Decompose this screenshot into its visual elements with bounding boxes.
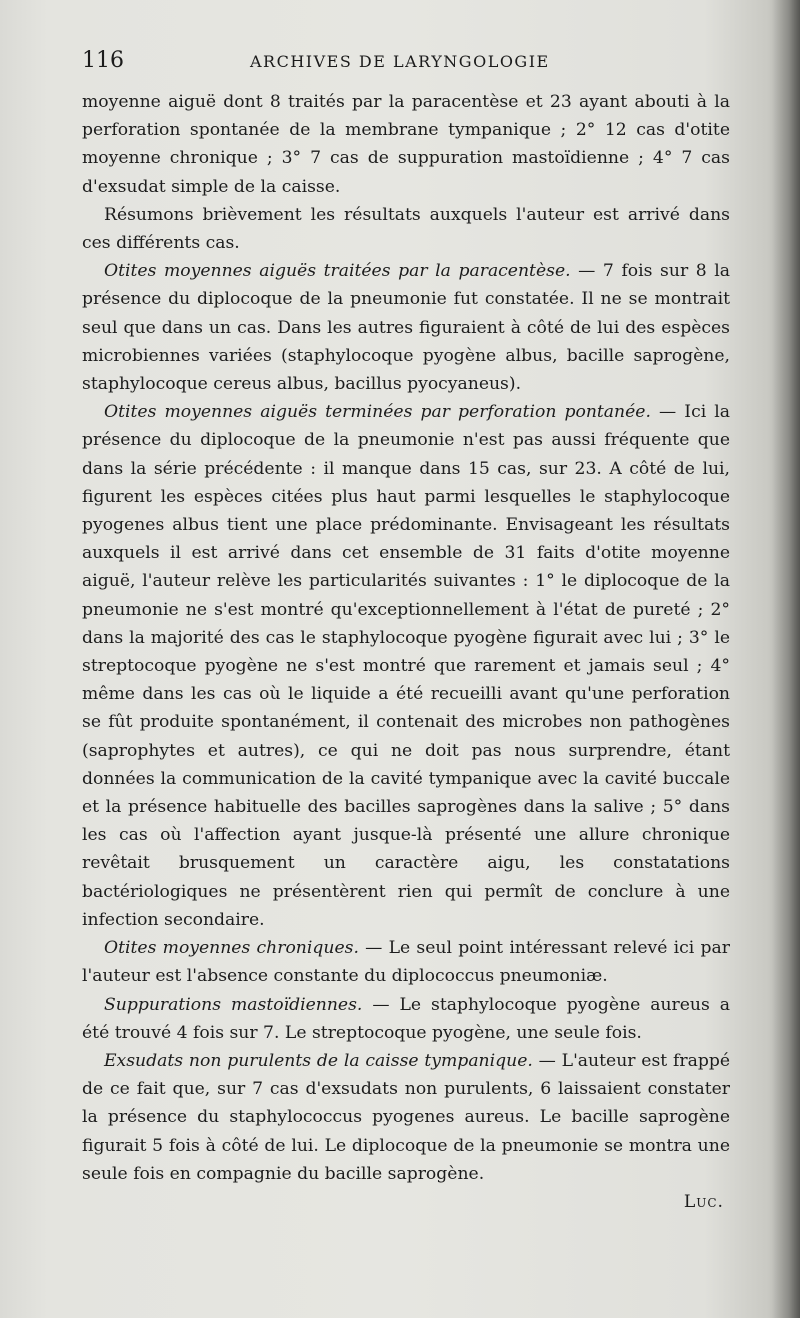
paragraph-case-list: moyenne aiguë dont 8 traités par la paracentèse et 23 ayant abouti à la perforation spontanée de la membrane tympanique ; 2° 12 cas d'otite moyenne chronique ; 3° 7 cas de suppuration mastoïdienne ; 4° 7 cas d'exsudat simple de la caisse. bbox=[82, 92, 730, 197]
section-heading: Exsudats non purulents de la caisse tympanique. bbox=[104, 1050, 533, 1071]
paragraph-acute-perforation: Otites moyennes aiguës terminées par perforation pontanée. — Ici la présence du diplocoque de la pneumonie n'est pas aussi fréquente que dans la série précédente : il manque dans 15 cas, sur 23. A côté de lui, figurent les espèces citées plus haut parmi lesquelles le staphylocoque pyogenes albus tient une place prédominante. Envisageant les résultats auxquels il est arrivé dans cet ensemble de 31 faits d'otite moyenne aiguë, l'auteur relève les particularités suivantes : 1° le diplocoque de la pneumonie ne s'est montré qu'exceptionnellement à l'état de pureté ; 2° dans la majorité des cas le staphylocoque pyogène figurait avec lui ; 3° le streptocoque pyogène ne s'est montré que rarement et jamais seul ; 4° même dans les cas où le liquide a été recueilli avant qu'une perforation se fût produite spontanément, il contenait des microbes non pathogènes (saprophytes et autres), ce qui ne doit pas nous surprendre, étant données la communication de la cavité tympanique avec la cavité buccale et la présence habituelle des bacilles saprogènes dans la salive ; 5° dans les cas où l'affection ayant jusque-là présenté une allure chronique revêtait brusquement un caractère aigu, les constatations bactériologiques ne présentèrent rien qui permît de conclure à une infection secondaire. bbox=[82, 402, 731, 930]
paragraph-non-purulent-exudates: Exsudats non purulents de la caisse tympanique. — L'auteur est frappé de ce fait que, sur 7 cas d'exsudats non purulents, 6 laissaient constater la présence du staphylococcus pyogenes aureus. Le bacille saprogène figurait 5 fois à côté de lui. Le diplocoque de la pneumonie se montra une seule fois en compagnie du bacille saprogène. bbox=[82, 1050, 731, 1184]
page-edge-shadow bbox=[772, 0, 800, 1318]
running-title: ARCHIVES DE LARYNGOLOGIE bbox=[250, 52, 550, 71]
article-body bbox=[82, 88, 730, 1216]
paragraph-mastoid-suppuration: Suppurations mastoïdiennes. — Le staphylocoque pyogène aureus a été trouvé 4 fois sur 7. Le streptocoque pyogène, une seule fois. bbox=[82, 994, 730, 1043]
page-number: 116 bbox=[82, 48, 124, 73]
section-heading: Otites moyennes chroniques. bbox=[104, 938, 359, 959]
paragraph-summary-intro: Résumons brièvement les résultats auxquels l'auteur est arrivé dans ces différents cas. bbox=[82, 204, 730, 254]
paragraph-acute-paracentesis: Otites moyennes aiguës traitées par la paracentèse. — 7 fois sur 8 la présence du diplocoque de la pneumonie fut constatée. Il ne se montrait seul que dans un cas. Dans les autres figuraient à côté de lui des espèces microbiennes variées (staphylocoque pyogène albus, bacille saprogène, staphylocoque cereus albus, bacillus pyocyaneus). bbox=[82, 261, 730, 395]
author-signature: Luc. bbox=[683, 1191, 724, 1212]
page-header bbox=[82, 46, 730, 80]
section-heading: Otites moyennes aiguës terminées par perforation pontanée. bbox=[104, 402, 651, 423]
paragraph-chronic-otitis: Otites moyennes chroniques. — Le seul point intéressant relevé ici par l'auteur est l'absence constante du diplococcus pneumoniæ. bbox=[82, 938, 730, 987]
section-heading: Suppurations mastoïdiennes. bbox=[104, 994, 363, 1015]
section-heading: Otites moyennes aiguës traitées par la paracentèse. bbox=[104, 261, 571, 282]
